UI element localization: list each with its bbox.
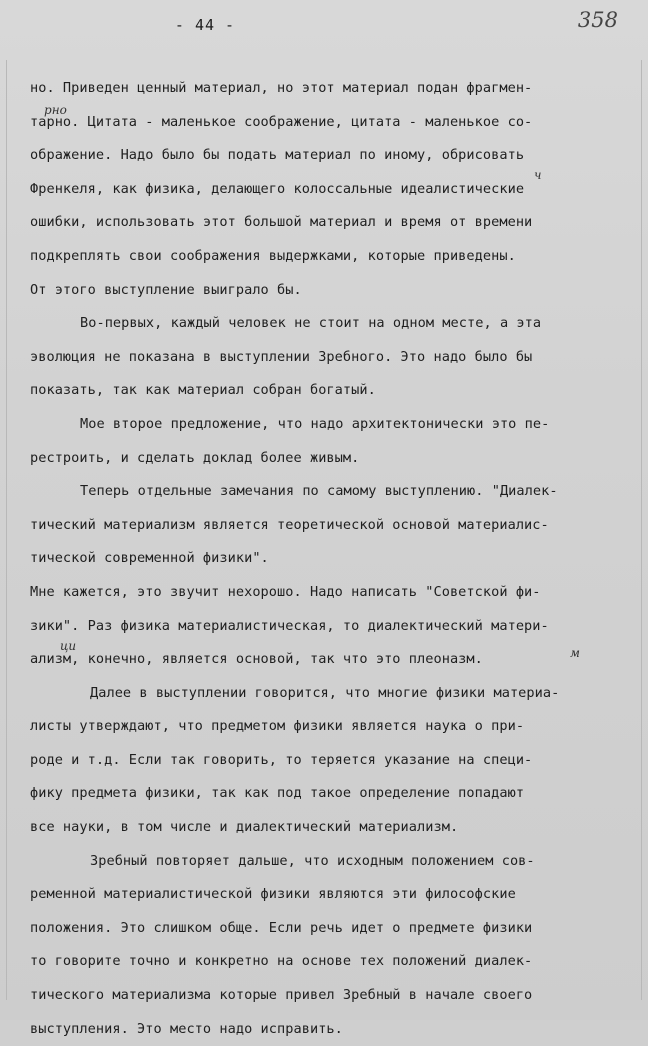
handwritten-correction: рно <box>44 102 67 117</box>
text-line: то говорите точно и конкретно на основе тех положений диалек- <box>30 953 533 970</box>
text-line: тического материализма которые привел Зребный в начале своего <box>30 987 533 1004</box>
text-line <box>30 167 628 207</box>
text-line: листы утверждают, что предметом физики является наука о при- <box>30 718 525 735</box>
text-line: Мне кажется, это звучит нехорошо. Надо написать "Советской фи- <box>30 583 541 600</box>
handwritten-correction: ч <box>534 167 542 182</box>
text-line: ображение. Надо было бы подать материал по иному, обрисовать <box>30 147 525 164</box>
text-line: роде и т.д. Если так говорить, то теряется указание на специ- <box>30 751 533 768</box>
text-line: Во-первых, каждый человек не стоит на одном месте, а эта <box>80 315 542 332</box>
text-line: ременной материалистической физики являются эти философские <box>30 886 516 903</box>
text-line: все науки, в том числе и диалектический материализм. <box>30 819 459 836</box>
text-line: От этого выступление выиграло бы. <box>30 281 302 298</box>
text-line: Мое второе предложение, что надо архитектонически это пе- <box>80 415 550 432</box>
text-line <box>30 102 628 140</box>
text-line: зики". Раз физика материалистическая, то диалектический матери- <box>30 617 549 634</box>
typed-text <box>30 72 628 1046</box>
text-line: рестроить, и сделать доклад более живым. <box>30 449 360 466</box>
page-number: - 44 - <box>174 16 236 34</box>
text-line: показать, так как материал собран богатый. <box>30 382 376 399</box>
text-line: выступления. Это место надо исправить. <box>30 1020 343 1037</box>
text-line: тический материализм является теоретической основой материалис- <box>30 516 549 533</box>
text-line: тической современной физики". <box>30 550 269 567</box>
text-line: Зребный повторяет дальше, что исходным положением сов- <box>90 852 535 869</box>
text-line: ошибки, использовать этот большой материал и время от времени <box>30 214 533 231</box>
text-line: Теперь отдельные замечания по самому выступлению. "Диалек- <box>80 483 558 500</box>
text-line-content: тарно. Цитата - маленькое соображение, цитата - маленькое со- <box>30 113 533 130</box>
text-line: положения. Это слишком обще. Если речь идет о предмете физики <box>30 919 533 936</box>
text-line: фику предмета физики, так как под такое определение попадают <box>30 785 525 802</box>
handwritten-correction: м <box>570 646 580 661</box>
scan-edge-left <box>6 60 7 1000</box>
text-line: эволюция не показана в выступлении Зребного. Это надо было бы <box>30 348 533 365</box>
text-line <box>30 639 628 677</box>
text-line-content: Френкеля, как физика, делающего колоссальные идеалистические <box>30 180 525 197</box>
text-line: но. Приведен ценный материал, но этот материал подан фрагмен- <box>30 80 533 96</box>
text-line: Далее в выступлении говорится, что многие физики материа- <box>90 684 560 701</box>
text-line-content: ализм, конечно, является основой, так что это плеоназм. <box>30 651 483 668</box>
text-line: подкреплять свои соображения выдержками, которые приведены. <box>30 247 516 264</box>
archive-number: 358 <box>577 8 618 32</box>
scan-edge-right <box>641 60 642 1000</box>
handwritten-correction: ци <box>60 639 77 654</box>
